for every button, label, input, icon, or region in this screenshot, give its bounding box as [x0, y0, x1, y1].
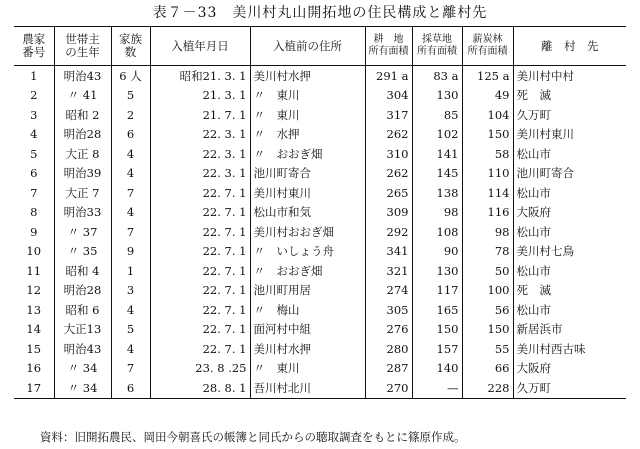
family-cell: 1	[111, 261, 150, 281]
grass-cell: 85	[412, 105, 462, 125]
date-cell: 22. 7. 1	[150, 242, 250, 262]
table-row	[14, 261, 626, 281]
destination-cell: 久万町	[513, 105, 626, 125]
grass-cell: 130	[412, 261, 462, 281]
forest-cell: 110	[462, 164, 513, 184]
destination-cell: 死 滅	[513, 86, 626, 106]
header-farm-no: 農家 番号	[14, 27, 54, 66]
family-cell: 6 人	[111, 66, 150, 86]
forest-cell: 228	[462, 378, 513, 398]
arable-cell: 287	[365, 359, 412, 379]
grass-cell: 117	[412, 281, 462, 301]
farm-no-cell: 9	[30, 224, 38, 239]
grass-cell: 150	[412, 320, 462, 340]
date-cell: 22. 7. 1	[150, 222, 250, 242]
grass-cell: 98	[412, 203, 462, 223]
date-cell: 22. 7. 1	[150, 261, 250, 281]
table-row	[14, 222, 626, 242]
farm-no-cell: 17	[14, 378, 54, 398]
grass-cell: —	[412, 378, 462, 398]
family-cell: 6	[111, 378, 150, 398]
family-cell: 4	[111, 203, 150, 223]
arable-cell: 292	[365, 222, 412, 242]
date-cell: 22. 7. 1	[150, 203, 250, 223]
table-row	[14, 86, 626, 106]
destination-cell: 大阪府	[513, 203, 626, 223]
date-cell: 22. 7. 1	[150, 339, 250, 359]
destination-cell: 美川村七鳥	[513, 242, 626, 262]
forest-cell: 49	[462, 86, 513, 106]
birth-cell: 大正 7	[54, 183, 111, 203]
forest-cell: 114	[462, 183, 513, 203]
birth-cell: 昭和 4	[54, 261, 111, 281]
destination-cell: 美川村中村	[513, 66, 626, 86]
table-row	[14, 242, 626, 262]
forest-cell: 55	[462, 339, 513, 359]
table-row	[14, 105, 626, 125]
date-cell: 22. 7. 1	[150, 300, 250, 320]
grass-cell: 157	[412, 339, 462, 359]
grass-cell: 83 a	[412, 66, 462, 86]
resident-table	[14, 26, 626, 399]
forest-cell: 78	[462, 242, 513, 262]
farm-no-cell: 11	[26, 263, 42, 278]
birth-cell: 〃 34	[54, 378, 111, 398]
arable-cell: 341	[365, 242, 412, 262]
header-head-birth: 世帯主 の生年	[54, 27, 111, 66]
family-cell: 4	[111, 300, 150, 320]
header-family-size: 家族 数	[111, 27, 150, 66]
birth-cell: 明治39	[54, 164, 111, 184]
destination-cell: 松山市	[513, 300, 626, 320]
date-cell: 28. 8. 1	[150, 378, 250, 398]
destination-cell: 美川村西古味	[513, 339, 626, 359]
table-title: 表７－33 美川村丸山開拓地の住民構成と離村先	[152, 5, 488, 21]
grass-cell: 102	[412, 125, 462, 145]
family-cell: 4	[111, 339, 150, 359]
family-cell: 4	[111, 164, 150, 184]
forest-cell: 66	[462, 359, 513, 379]
table-row	[14, 203, 626, 223]
date-cell: 22. 3. 1	[150, 125, 250, 145]
grass-cell: 165	[412, 300, 462, 320]
birth-cell: 昭和 2	[54, 105, 111, 125]
grass-cell: 108	[412, 222, 462, 242]
date-cell: 22. 7. 1	[150, 183, 250, 203]
date-cell: 23. 8 .25	[150, 359, 250, 379]
farm-no-cell: 14	[26, 322, 42, 337]
grass-cell: 140	[412, 359, 462, 379]
table-row	[14, 66, 626, 86]
family-cell: 7	[111, 222, 150, 242]
forest-cell: 58	[462, 144, 513, 164]
grass-cell: 141	[412, 144, 462, 164]
farm-no-cell: 16	[26, 361, 42, 376]
grass-cell: 130	[412, 86, 462, 106]
prev-address-cell: 〃 東川	[250, 105, 365, 125]
forest-cell: 150	[462, 125, 513, 145]
header-forest-area: 薪炭林 所有面積	[462, 27, 513, 66]
arable-cell: 276	[365, 320, 412, 340]
table-row	[14, 339, 626, 359]
arable-cell: 305	[365, 300, 412, 320]
family-cell: 2	[111, 105, 150, 125]
table-row	[14, 183, 626, 203]
birth-cell: 明治43	[54, 66, 111, 86]
arable-cell: 262	[365, 164, 412, 184]
family-cell: 7	[111, 359, 150, 379]
arable-cell: 291 a	[365, 66, 412, 86]
prev-address-cell: 美川村水押	[250, 339, 365, 359]
table-row	[14, 164, 626, 184]
table-row	[14, 378, 626, 398]
arable-cell: 280	[365, 339, 412, 359]
grass-cell: 90	[412, 242, 462, 262]
table-header	[14, 27, 626, 66]
farm-no-cell: 2	[30, 88, 38, 103]
farm-no-cell: 10	[26, 244, 42, 259]
forest-cell: 50	[462, 261, 513, 281]
date-cell: 22. 3. 1	[150, 144, 250, 164]
arable-cell: 321	[365, 261, 412, 281]
family-cell: 7	[111, 183, 150, 203]
header-settle-date: 入植年月日	[150, 27, 250, 66]
family-cell: 4	[111, 144, 150, 164]
family-cell: 9	[111, 242, 150, 262]
forest-cell: 150	[462, 320, 513, 340]
forest-cell: 125 a	[462, 66, 513, 86]
table-row	[14, 125, 626, 145]
prev-address-cell: 美川村水押	[250, 66, 365, 86]
destination-cell: 松山市	[513, 261, 626, 281]
birth-cell: 大正 8	[54, 144, 111, 164]
header-grass-area: 採草地 所有面積	[412, 27, 462, 66]
date-cell: 22. 3. 1	[150, 164, 250, 184]
destination-cell: 美川村東川	[513, 125, 626, 145]
prev-address-cell: 〃 いしょう舟	[250, 242, 365, 262]
prev-address-cell: 池川町用居	[250, 281, 365, 301]
date-cell: 22. 7. 1	[150, 281, 250, 301]
arable-cell: 265	[365, 183, 412, 203]
forest-cell: 104	[462, 105, 513, 125]
table-row	[14, 281, 626, 301]
prev-address-cell: 〃 おおぎ畑	[250, 261, 365, 281]
arable-cell: 317	[365, 105, 412, 125]
birth-cell: 明治33	[54, 203, 111, 223]
prev-address-cell: 松山市和気	[250, 203, 365, 223]
birth-cell: 〃 35	[54, 242, 111, 262]
grass-cell: 145	[412, 164, 462, 184]
farm-no-cell: 1	[30, 68, 38, 83]
destination-cell: 松山市	[513, 144, 626, 164]
prev-address-cell: 〃 東川	[250, 86, 365, 106]
birth-cell: 〃 37	[54, 222, 111, 242]
forest-cell: 100	[462, 281, 513, 301]
grass-cell: 138	[412, 183, 462, 203]
prev-address-cell: 〃 梅山	[250, 300, 365, 320]
family-cell: 6	[111, 125, 150, 145]
destination-cell: 池川町寄合	[513, 164, 626, 184]
prev-address-cell: 面河村中組	[250, 320, 365, 340]
forest-cell: 98	[462, 222, 513, 242]
birth-cell: 〃 41	[54, 86, 111, 106]
prev-address-cell: 吾川村北川	[250, 378, 365, 398]
prev-address-cell: 池川町寄合	[250, 164, 365, 184]
prev-address-cell: 〃 東川	[250, 359, 365, 379]
farm-no-cell: 5	[30, 146, 38, 161]
birth-cell: 明治43	[54, 339, 111, 359]
birth-cell: 明治28	[54, 125, 111, 145]
destination-cell: 死 滅	[513, 281, 626, 301]
farm-no-cell: 8	[30, 205, 38, 220]
destination-cell: 新居浜市	[513, 320, 626, 340]
destination-cell: 久万町	[513, 378, 626, 398]
table-row	[14, 144, 626, 164]
arable-cell: 262	[365, 125, 412, 145]
destination-cell: 松山市	[513, 222, 626, 242]
date-cell: 21. 7. 1	[150, 105, 250, 125]
forest-cell: 116	[462, 203, 513, 223]
farm-no-cell: 12	[26, 283, 42, 298]
farm-no-cell: 15	[26, 341, 42, 356]
birth-cell: 明治28	[54, 281, 111, 301]
family-cell: 5	[111, 86, 150, 106]
farm-no-cell: 4	[30, 127, 38, 142]
farm-no-cell: 13	[26, 302, 42, 317]
destination-cell: 大阪府	[513, 359, 626, 379]
date-cell: 21. 3. 1	[150, 86, 250, 106]
farm-no-cell: 7	[30, 185, 38, 200]
arable-cell: 304	[365, 86, 412, 106]
header-arable-area: 耕 地 所有面積	[365, 27, 412, 66]
prev-address-cell: 〃 おおぎ畑	[250, 144, 365, 164]
header-destination: 離 村 先	[513, 27, 626, 66]
family-cell: 3	[111, 281, 150, 301]
arable-cell: 270	[365, 378, 412, 398]
destination-cell: 松山市	[513, 183, 626, 203]
farm-no-cell: 6	[30, 166, 38, 181]
table-row	[14, 359, 626, 379]
prev-address-cell: 美川村東川	[250, 183, 365, 203]
table-row	[14, 320, 626, 340]
header-prev-address: 入植前の住所	[250, 27, 365, 66]
arable-cell: 309	[365, 203, 412, 223]
forest-cell: 56	[462, 300, 513, 320]
prev-address-cell: 美川村おおぎ畑	[250, 222, 365, 242]
source-note: 資料：旧開拓農民、岡田今朝喜氏の帳簿と同氏からの聴取調査をもとに篠原作成。	[40, 430, 466, 444]
table-row	[14, 300, 626, 320]
arable-cell: 274	[365, 281, 412, 301]
farm-no-cell: 3	[30, 107, 38, 122]
table-body	[14, 66, 626, 399]
birth-cell: 昭和 6	[54, 300, 111, 320]
birth-cell: 大正13	[54, 320, 111, 340]
birth-cell: 〃 34	[54, 359, 111, 379]
arable-cell: 310	[365, 144, 412, 164]
family-cell: 5	[111, 320, 150, 340]
date-cell: 昭和21. 3. 1	[150, 66, 250, 86]
date-cell: 22. 7. 1	[150, 320, 250, 340]
prev-address-cell: 〃 水押	[250, 125, 365, 145]
